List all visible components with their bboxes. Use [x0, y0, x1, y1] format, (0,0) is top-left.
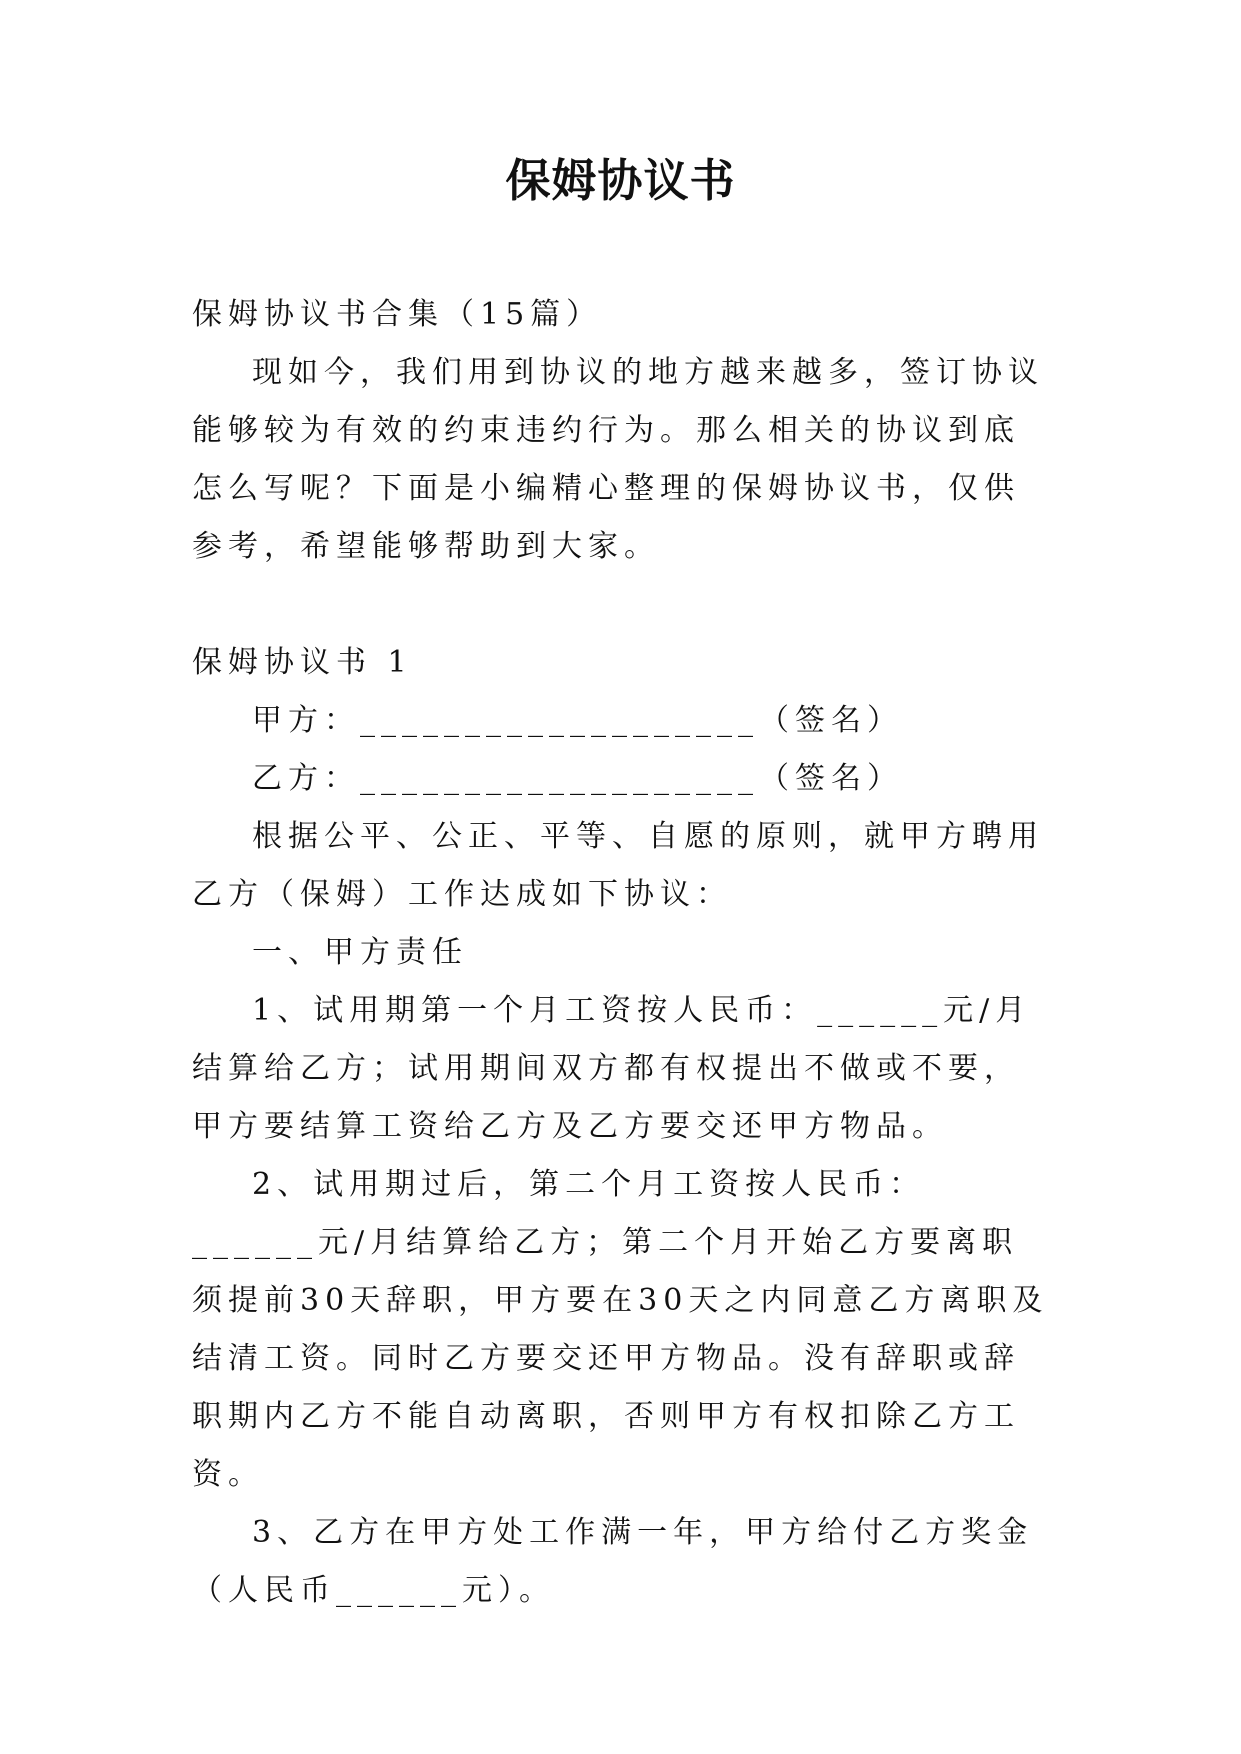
document-body — [192, 286, 1050, 1620]
clause-2: 2、试用期过后，第二个月工资按人民币：______元/月结算给乙方；第二个月开始乙方要离职须提前30天辞职，甲方要在30天之内同意乙方离职及结清工资。同时乙方要交还甲方物品。没有辞职或辞职期内乙方不能自动离职，否则甲方有权扣除乙方工资。 — [192, 1167, 1049, 1492]
preamble-paragraph: 根据公平、公正、平等、自愿的原则，就甲方聘用乙方（保姆）工作达成如下协议： — [192, 819, 1044, 912]
clause-3: 3、乙方在甲方处工作满一年，甲方给付乙方奖金（人民币______元）。 — [192, 1515, 1034, 1608]
heading-party-a-duties: 一、甲方责任 — [252, 935, 468, 970]
clause-1: 1、试用期第一个月工资按人民币：______元/月结算给乙方；试用期间双方都有权提出不做或不要，甲方要结算工资给乙方及乙方要交还甲方物品。 — [192, 993, 1032, 1144]
document-title: 保姆协议书 — [505, 154, 736, 207]
party-a-signature-line: 甲方：___________________（签名） — [252, 703, 903, 738]
collection-subtitle: 保姆协议书合集（15篇） — [192, 297, 603, 332]
party-b-signature-line: 乙方：___________________（签名） — [252, 761, 903, 796]
section-title: 保姆协议书 1 — [192, 645, 413, 680]
intro-paragraph: 现如今，我们用到协议的地方越来越多，签订协议能够较为有效的约束违约行为。那么相关的协议到底怎么写呢？下面是小编精心整理的保姆协议书，仅供参考，希望能够帮助到大家。 — [192, 355, 1044, 564]
